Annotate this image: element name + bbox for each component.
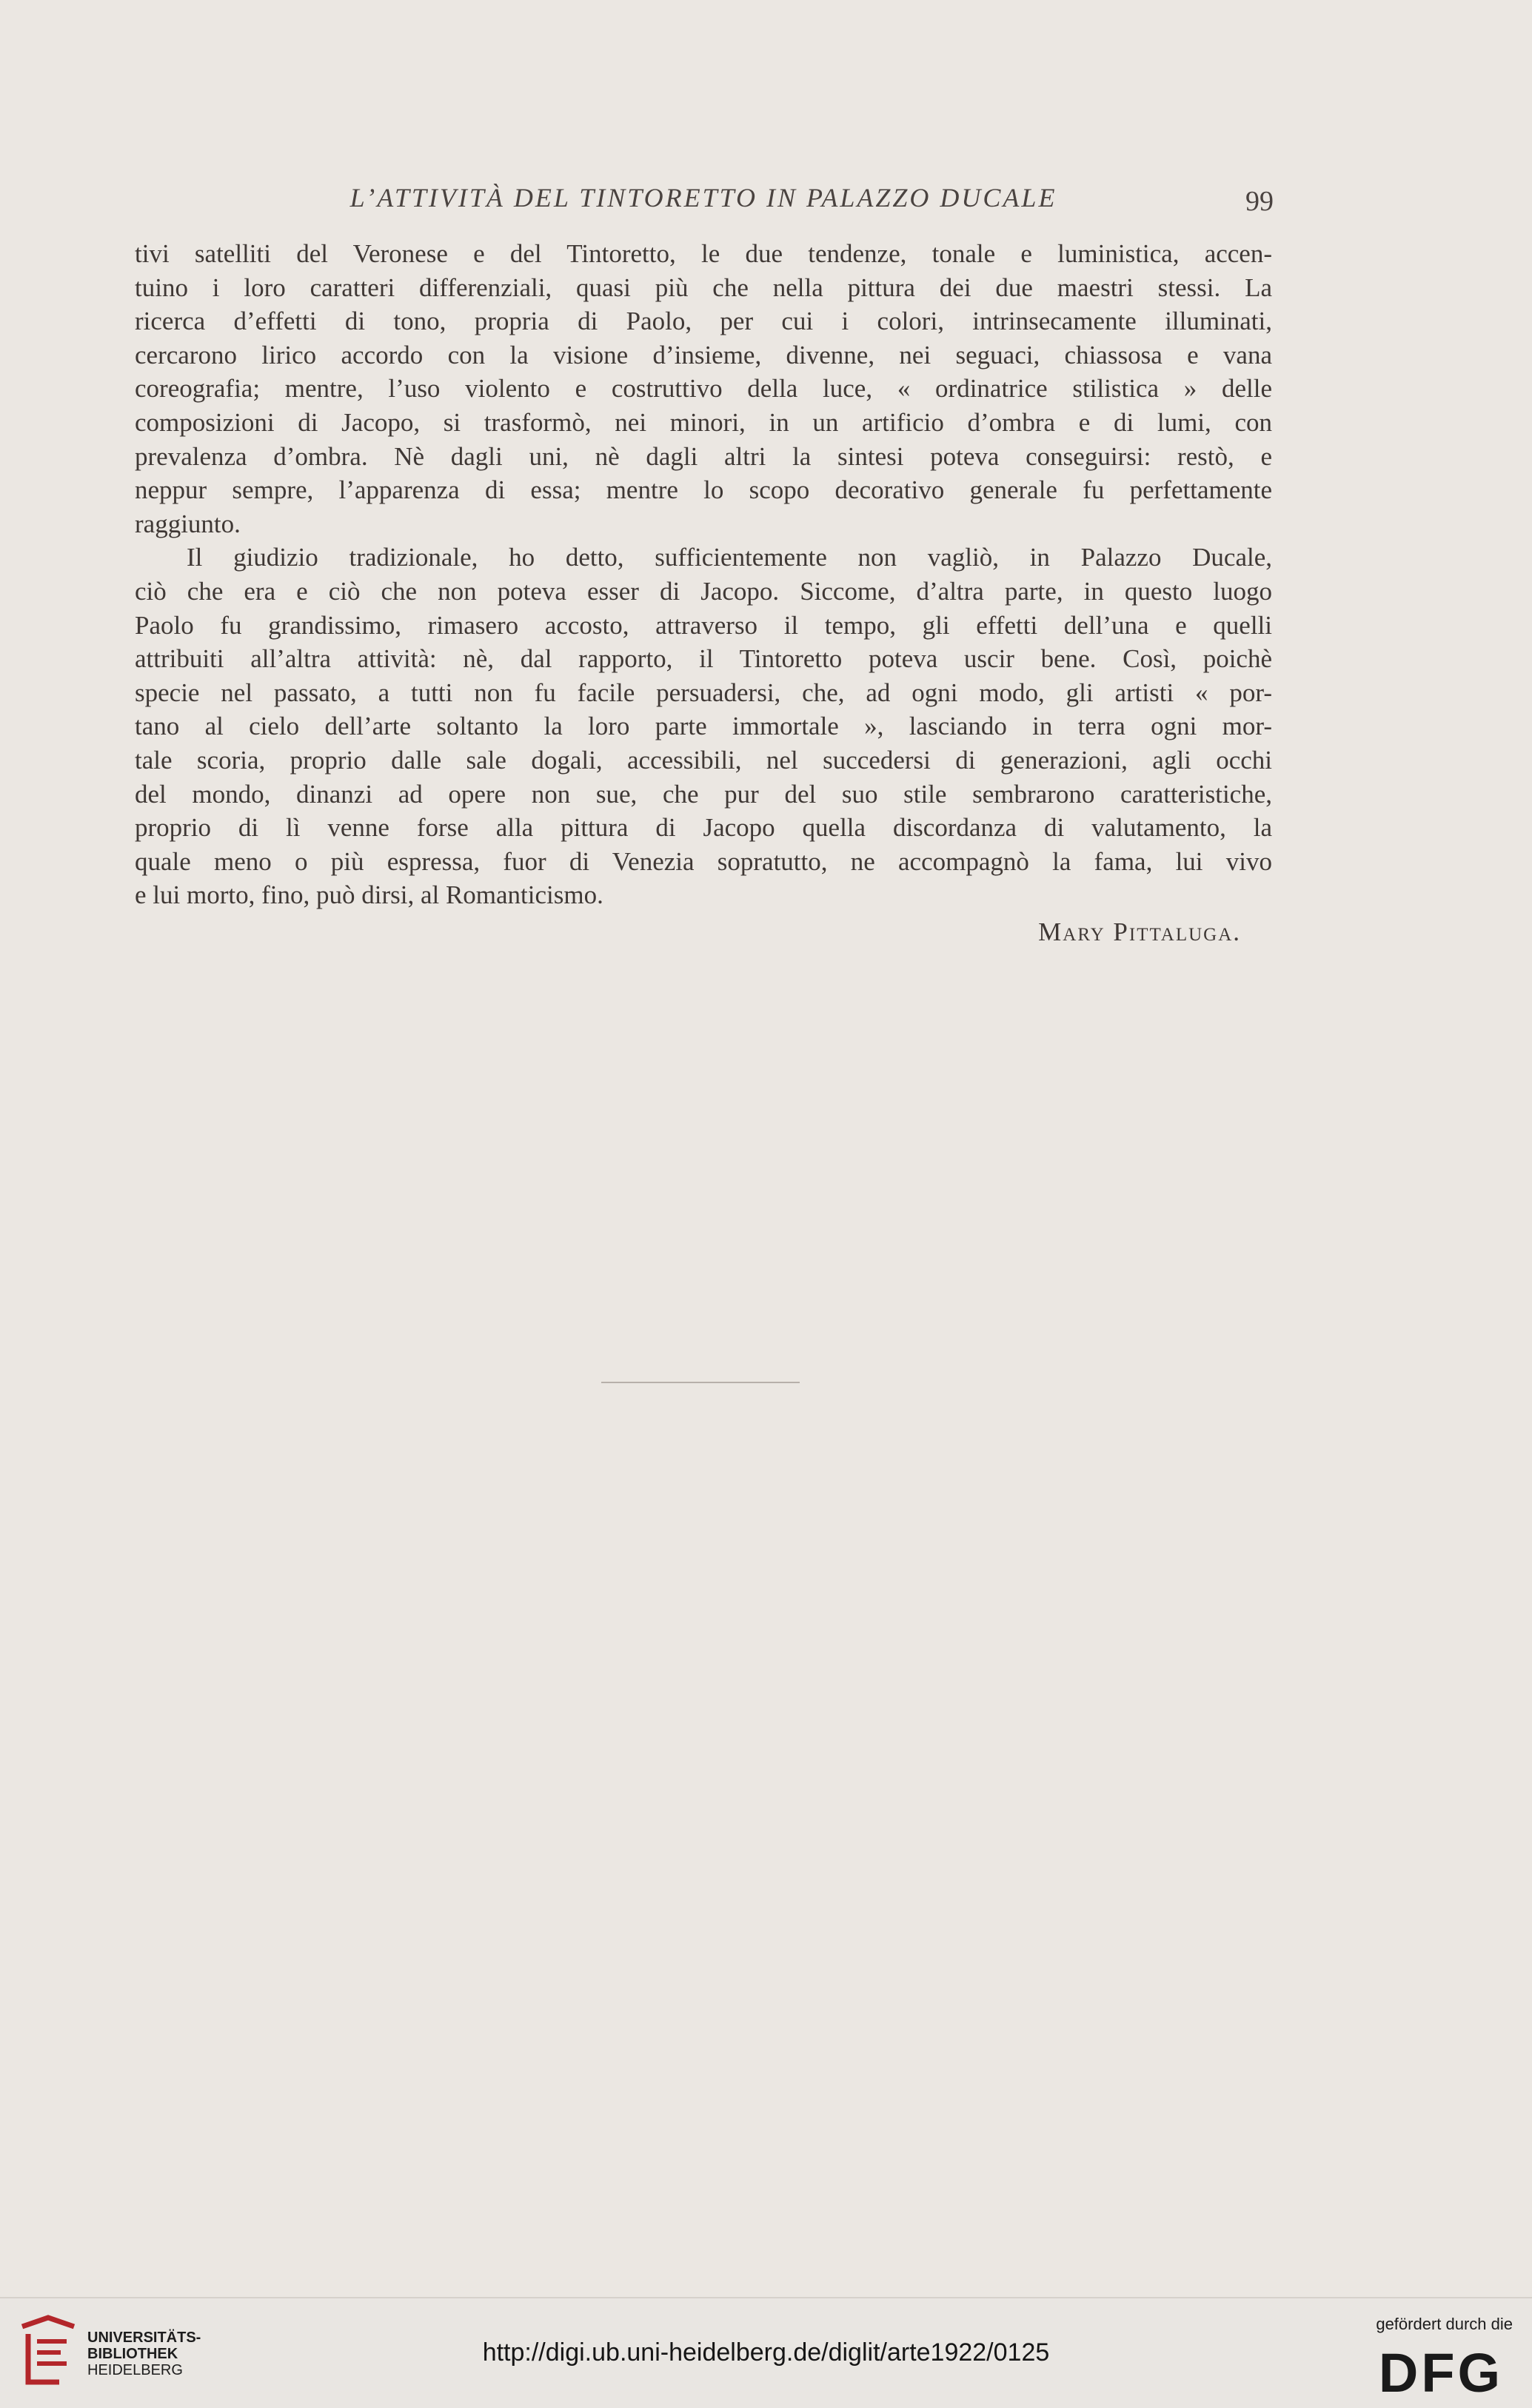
text-line: attribuiti all’altra attività: nè, dal rapporto, il Tintoretto poteva uscir bene. Così, poichè (135, 644, 1272, 674)
text-line: coreografia; mentre, l’uso violento e costruttivo della luce, « ordinatrice stilistica » delle (135, 374, 1272, 404)
footer-bar (0, 2297, 1532, 2408)
text-line: specie nel passato, a tutti non fu facile persuadersi, che, ad ogni modo, gli artisti « por- (135, 678, 1272, 707)
library-name-line: BIBLIOTHEK (87, 2346, 178, 2362)
text-line: neppur sempre, l’apparenza di essa; mentre lo scopo decorativo generale fu perfettamente (135, 475, 1272, 505)
text-line: cercarono lirico accordo con la visione d’insieme, divenne, nei seguaci, chiassosa e vana (135, 340, 1272, 369)
text-line: Paolo fu grandissimo, rimasero accosto, attraverso il tempo, gli effetti dell’una e quelli (135, 610, 1272, 640)
text-line: raggiunto. (135, 509, 241, 538)
text-line: ciò che era e ciò che non poteva esser di Jacopo. Siccome, d’altra parte, in questo luogo (135, 576, 1272, 606)
library-name-line: UNIVERSITÄTS- (87, 2330, 201, 2346)
text-line: Il giudizio tradizionale, ho detto, sufficientemente non vagliò, in Palazzo Ducale, (187, 543, 1272, 572)
text-line: composizioni di Jacopo, si trasformò, nei minori, in un artificio d’ombra e di lumi, con (135, 407, 1272, 437)
text-line: tano al cielo dell’arte soltanto la loro parte immortale », lasciando in terra ogni mor- (135, 712, 1272, 741)
body-text (135, 237, 1272, 949)
dfg-logo-icon (1372, 2344, 1510, 2398)
author-signature: Mary Pittaluga. (1038, 917, 1241, 946)
text-line: quale meno o più espressa, fuor di Venezia sopratutto, ne accompagnò la fama, lui vivo (135, 846, 1272, 876)
text-line: del mondo, dinanzi ad opere non sue, che pur del suo stile sembrarono caratteristiche, (135, 779, 1272, 809)
text-line: prevalenza d’ombra. Nè dagli uni, nè dagli altri la sintesi poteva conseguirsi: restò, e (135, 441, 1272, 471)
running-head (133, 182, 1274, 219)
text-line: tivi satelliti del Veronese e del Tintoretto, le due tendenze, tonale e luministica, accen- (135, 239, 1272, 268)
funding-caption: gefördert durch die (1376, 2315, 1513, 2333)
permalink-url[interactable]: http://digi.ub.uni-heidelberg.de/diglit/arte1922/0125 (482, 2338, 1050, 2367)
text-line: proprio di lì venne forse alla pittura di Jacopo quella discordanza di valutamento, la (135, 813, 1272, 843)
page-number: 99 (1245, 186, 1274, 217)
text-line: e lui morto, fino, può dirsi, al Romanticismo. (135, 880, 603, 910)
text-line: ricerca d’effetti di tono, propria di Paolo, per cui i colori, intrinsecamente illuminati, (135, 307, 1272, 336)
text-line: tale scoria, proprio dalle sale dogali, accessibili, nel succedersi di generazioni, agli occhi (135, 745, 1272, 775)
dfg-logo-text: DFG (1378, 2344, 1504, 2398)
text-line: tuino i loro caratteri differenziali, quasi più che nella pittura dei due maestri stessi. La (135, 272, 1272, 302)
running-title: L’ATTIVITÀ DEL TINTORETTO IN PALAZZO DUCALE (349, 183, 1057, 213)
section-divider (601, 1382, 800, 1383)
library-name-line: HEIDELBERG (87, 2362, 183, 2378)
